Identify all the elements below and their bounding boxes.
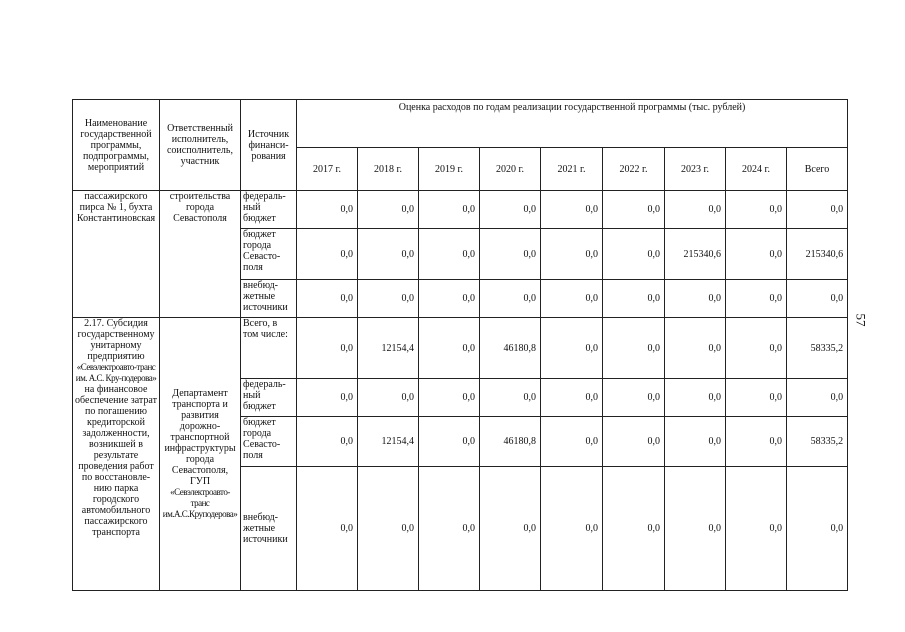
source-cell: внебюд-жетные источники [241, 467, 297, 591]
page-number: 57 [853, 313, 869, 327]
header-responsible-col: Ответственный исполнитель, соисполнитель, участник [160, 100, 241, 191]
value-cell: 0,0 [297, 280, 358, 318]
value-cell: 0,0 [297, 379, 358, 417]
header-name-col: Наименование государственной программы, подпрограммы, мероприятий [73, 100, 160, 191]
value-cell: 0,0 [419, 229, 480, 280]
value-cell: 0,0 [726, 191, 787, 229]
year-header: 2024 г. [726, 148, 787, 191]
value-cell: 0,0 [297, 467, 358, 591]
value-cell: 0,0 [665, 467, 726, 591]
total-header: Всего [787, 148, 848, 191]
value-cell: 0,0 [603, 318, 665, 379]
value-cell: 0,0 [541, 280, 603, 318]
year-header: 2022 г. [603, 148, 665, 191]
value-cell: 0,0 [358, 467, 419, 591]
source-cell: федераль-ный бюджет [241, 379, 297, 417]
value-cell: 0,0 [419, 280, 480, 318]
header-estimate-title: Оценка расходов по годам реализации государственной программы (тыс. рублей) [297, 100, 848, 148]
value-cell: 0,0 [726, 229, 787, 280]
value-cell: 0,0 [297, 318, 358, 379]
value-cell: 0,0 [480, 280, 541, 318]
measure-name-part: 2.17. Субсидия государственному унитарному предприятию [77, 318, 155, 362]
year-header: 2021 г. [541, 148, 603, 191]
responsible-cell [160, 318, 241, 591]
value-cell: 0,0 [726, 467, 787, 591]
value-cell: 0,0 [297, 191, 358, 229]
value-cell: 0,0 [419, 467, 480, 591]
responsible-cell: строительства города Севастополя [160, 191, 241, 318]
value-cell: 0,0 [480, 467, 541, 591]
value-cell: 0,0 [358, 229, 419, 280]
value-cell: 0,0 [603, 467, 665, 591]
value-cell: 0,0 [419, 318, 480, 379]
year-header: 2023 г. [665, 148, 726, 191]
value-cell: 0,0 [419, 379, 480, 417]
source-cell: внебюд-жетные источники [241, 280, 297, 318]
value-cell: 0,0 [541, 467, 603, 591]
responsible-part: Департамент транспорта и развития дорожно-транспортной инфраструктуры города Севастополя, ГУП [164, 388, 236, 487]
value-cell: 0,0 [419, 191, 480, 229]
year-header: 2018 г. [358, 148, 419, 191]
source-cell: бюджет города Севасто-поля [241, 417, 297, 467]
value-cell: 0,0 [603, 191, 665, 229]
value-cell: 0,0 [358, 379, 419, 417]
total-cell: 58335,2 [787, 318, 848, 379]
value-cell: 46180,8 [480, 417, 541, 467]
value-cell: 0,0 [665, 379, 726, 417]
value-cell: 0,0 [480, 229, 541, 280]
value-cell: 0,0 [419, 417, 480, 467]
value-cell: 0,0 [665, 191, 726, 229]
total-cell: 215340,6 [787, 229, 848, 280]
measure-name-cell [73, 318, 160, 591]
value-cell: 0,0 [665, 318, 726, 379]
header-source-col: Источник финанси-рования [241, 100, 297, 191]
table-row [73, 191, 848, 229]
responsible-enterprise: «Севэлектроавто-транс им.А.С.Круподерова» [162, 487, 238, 519]
value-cell: 0,0 [726, 379, 787, 417]
measure-name-part: на финансовое обеспечение затрат по погашению кредиторской задолженности, возникшей в результате проведения работ по восстановле-нию парка городского автомобильного пассажирского транспорта [75, 384, 157, 538]
value-cell: 0,0 [603, 229, 665, 280]
value-cell: 0,0 [541, 318, 603, 379]
value-cell: 0,0 [665, 417, 726, 467]
value-cell: 0,0 [541, 417, 603, 467]
value-cell: 0,0 [297, 417, 358, 467]
budget-table [72, 99, 848, 591]
value-cell: 0,0 [480, 379, 541, 417]
value-cell: 0,0 [541, 229, 603, 280]
year-header: 2020 г. [480, 148, 541, 191]
value-cell: 0,0 [480, 191, 541, 229]
value-cell: 12154,4 [358, 417, 419, 467]
value-cell: 12154,4 [358, 318, 419, 379]
value-cell: 46180,8 [480, 318, 541, 379]
value-cell: 0,0 [726, 318, 787, 379]
source-cell: федераль-ный бюджет [241, 191, 297, 229]
value-cell: 0,0 [603, 417, 665, 467]
value-cell: 0,0 [358, 191, 419, 229]
source-cell: Всего, в том числе: [241, 318, 297, 379]
total-cell: 0,0 [787, 191, 848, 229]
source-cell: бюджет города Севасто-поля [241, 229, 297, 280]
total-cell: 0,0 [787, 280, 848, 318]
value-cell: 0,0 [603, 379, 665, 417]
total-cell: 0,0 [787, 467, 848, 591]
year-header: 2019 г. [419, 148, 480, 191]
total-cell: 58335,2 [787, 417, 848, 467]
total-cell: 0,0 [787, 379, 848, 417]
measure-name-enterprise: «Севэлектроавто-транс им. А.С. Кру-подерова» [75, 362, 157, 383]
year-header: 2017 г. [297, 148, 358, 191]
measure-name-cell: пассажирского пирса № 1, бухта Константиновская [73, 191, 160, 318]
value-cell: 0,0 [665, 280, 726, 318]
value-cell: 0,0 [541, 379, 603, 417]
value-cell: 215340,6 [665, 229, 726, 280]
value-cell: 0,0 [541, 191, 603, 229]
value-cell: 0,0 [358, 280, 419, 318]
value-cell: 0,0 [603, 280, 665, 318]
value-cell: 0,0 [726, 417, 787, 467]
table-row [73, 318, 848, 379]
value-cell: 0,0 [297, 229, 358, 280]
value-cell: 0,0 [726, 280, 787, 318]
